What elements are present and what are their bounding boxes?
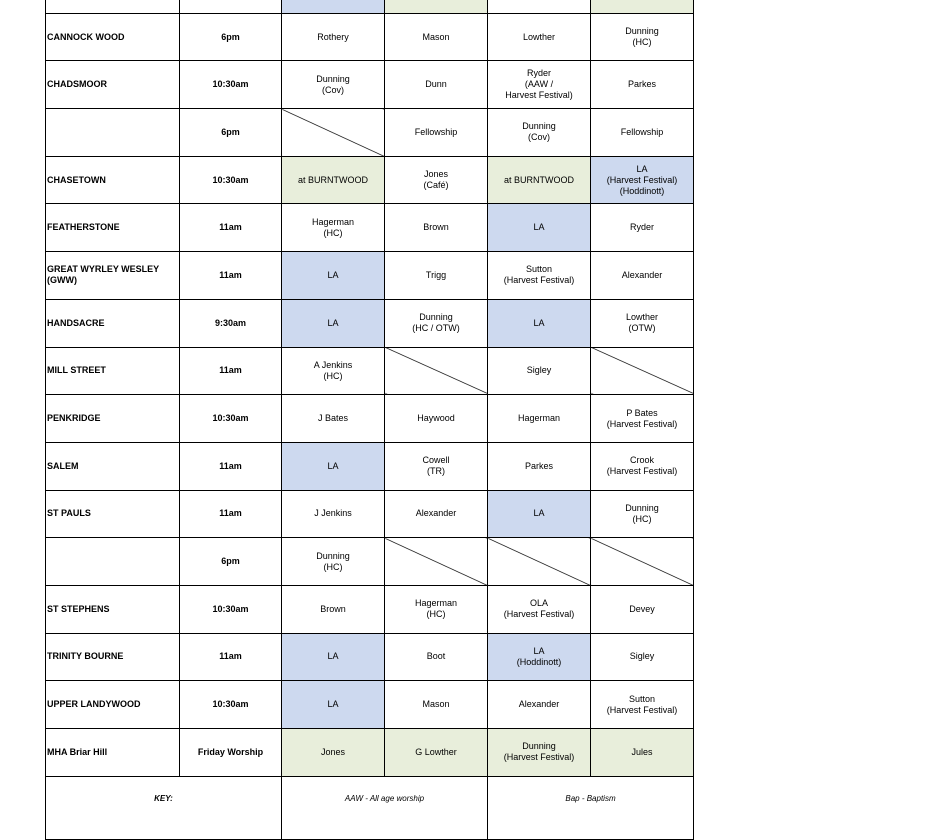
table-row	[46, 61, 694, 109]
preacher-cell: Hagerman (HC)	[385, 585, 488, 633]
preacher-cell: J Bates	[282, 395, 385, 443]
service-time: Friday Worship	[180, 729, 282, 777]
preacher-cell: Dunning (HC / OTW)	[385, 299, 488, 347]
table-row	[46, 729, 694, 777]
preacher-cell: at BURNTWOOD	[282, 156, 385, 204]
preacher-cell: Sigley	[591, 633, 694, 681]
church-name	[46, 109, 180, 157]
no-service-cell	[282, 109, 385, 157]
service-time: 10:30am	[180, 681, 282, 729]
preacher-cell: Dunning (HC)	[591, 13, 694, 61]
church-name: FEATHERSTONE	[46, 204, 180, 252]
service-time: 6pm	[180, 13, 282, 61]
church-name: UPPER LANDYWOOD	[46, 681, 180, 729]
preacher-cell: Jones (Café)	[385, 156, 488, 204]
preacher-cell: Dunning (Harvest Festival)	[488, 729, 591, 777]
key-row	[46, 776, 694, 840]
church-name: CHASETOWN	[46, 156, 180, 204]
key-baptism: Bap - Baptism	[488, 776, 694, 840]
plan-rows	[46, 0, 694, 776]
service-time: 11am	[180, 633, 282, 681]
preacher-cell: Ryder	[591, 204, 694, 252]
preacher-cell: Parkes	[591, 61, 694, 109]
service-time: 10:30am	[180, 156, 282, 204]
table-row	[46, 490, 694, 538]
preacher-cell: LA	[282, 252, 385, 300]
church-name: CANNOCK WOOD	[46, 13, 180, 61]
church-name: MHA Briar Hill	[46, 729, 180, 777]
table-row	[46, 252, 694, 300]
church-name: ST STEPHENS	[46, 585, 180, 633]
service-time: 11am	[180, 490, 282, 538]
service-time: 6pm	[180, 109, 282, 157]
preacher-cell: Hagerman (HC)	[282, 204, 385, 252]
preacher-cell: Dunning (HC)	[282, 538, 385, 586]
preacher-cell: A Jenkins (HC)	[282, 347, 385, 395]
no-service-cell	[591, 347, 694, 395]
table-row	[46, 442, 694, 490]
service-time: 6pm	[180, 538, 282, 586]
preacher-cell: Jules	[591, 729, 694, 777]
preacher-cell: Sigley	[488, 347, 591, 395]
preacher-cell: Dunning (Cov)	[282, 61, 385, 109]
table-row	[46, 13, 694, 61]
preacher-cell: Fellowship	[591, 109, 694, 157]
preacher-cell: Brown	[385, 204, 488, 252]
preacher-cell: Sutton (Harvest Festival)	[488, 252, 591, 300]
preaching-plan-table	[45, 0, 694, 840]
table-row	[46, 156, 694, 204]
preacher-cell: Sutton (Harvest Festival)	[591, 681, 694, 729]
table-row	[46, 681, 694, 729]
preacher-cell	[591, 0, 694, 13]
preacher-cell: Dunning (HC)	[591, 490, 694, 538]
preacher-cell: LA	[282, 442, 385, 490]
table-row	[46, 585, 694, 633]
church-name	[46, 0, 180, 13]
preacher-cell: LA (Harvest Festival) (Hoddinott)	[591, 156, 694, 204]
preacher-cell: LA	[282, 633, 385, 681]
church-name: ST PAULS	[46, 490, 180, 538]
church-name: HANDSACRE	[46, 299, 180, 347]
preacher-cell	[488, 0, 591, 13]
church-name: SALEM	[46, 442, 180, 490]
no-service-cell	[488, 538, 591, 586]
key-section	[46, 776, 694, 840]
preacher-cell: LA	[488, 299, 591, 347]
preacher-cell: Lowther	[488, 13, 591, 61]
service-time: 11am	[180, 347, 282, 395]
church-name: TRINITY BOURNE	[46, 633, 180, 681]
preacher-cell: LA	[282, 299, 385, 347]
table-row	[46, 299, 694, 347]
church-name: MILL STREET	[46, 347, 180, 395]
table-row	[46, 395, 694, 443]
service-time: 11am	[180, 252, 282, 300]
table-row	[46, 109, 694, 157]
preacher-cell: Cowell (TR)	[385, 442, 488, 490]
preacher-cell: LA (Hoddinott)	[488, 633, 591, 681]
service-time: 10:30am	[180, 395, 282, 443]
preacher-cell: LA	[488, 204, 591, 252]
service-time: 11am	[180, 204, 282, 252]
preacher-cell: LA	[488, 490, 591, 538]
preacher-cell: at BURNTWOOD	[488, 156, 591, 204]
preacher-cell: Dunning (Cov)	[488, 109, 591, 157]
preacher-cell: Mason	[385, 681, 488, 729]
preacher-cell: Hagerman	[488, 395, 591, 443]
church-name	[46, 538, 180, 586]
preacher-cell: LA	[282, 681, 385, 729]
preacher-cell: P Bates (Harvest Festival)	[591, 395, 694, 443]
church-name: PENKRIDGE	[46, 395, 180, 443]
service-time	[180, 0, 282, 13]
preacher-cell: Ryder (AAW / Harvest Festival)	[488, 61, 591, 109]
preacher-cell: Brown	[282, 585, 385, 633]
table-row	[46, 0, 694, 13]
preacher-cell: Jones	[282, 729, 385, 777]
preacher-cell: Crook (Harvest Festival)	[591, 442, 694, 490]
preacher-cell: OLA (Harvest Festival)	[488, 585, 591, 633]
church-name: GREAT WYRLEY WESLEY (GWW)	[46, 252, 180, 300]
table-row	[46, 347, 694, 395]
no-service-cell	[385, 347, 488, 395]
service-time: 10:30am	[180, 61, 282, 109]
preacher-cell	[385, 0, 488, 13]
preacher-cell: Lowther (OTW)	[591, 299, 694, 347]
service-time: 10:30am	[180, 585, 282, 633]
preacher-cell: Haywood	[385, 395, 488, 443]
church-name: CHADSMOOR	[46, 61, 180, 109]
preacher-cell: Alexander	[385, 490, 488, 538]
preacher-cell: Dunn	[385, 61, 488, 109]
preacher-cell: Alexander	[488, 681, 591, 729]
preacher-cell: Boot	[385, 633, 488, 681]
preacher-cell: Mason	[385, 13, 488, 61]
service-time: 9:30am	[180, 299, 282, 347]
key-aaw: AAW - All age worship	[282, 776, 488, 840]
no-service-cell	[385, 538, 488, 586]
preacher-cell: G Lowther	[385, 729, 488, 777]
no-service-cell	[591, 538, 694, 586]
preacher-cell: Rothery	[282, 13, 385, 61]
table-row	[46, 204, 694, 252]
preacher-cell: Trigg	[385, 252, 488, 300]
preacher-cell	[282, 0, 385, 13]
preacher-cell: J Jenkins	[282, 490, 385, 538]
preacher-cell: Fellowship	[385, 109, 488, 157]
preacher-cell: Devey	[591, 585, 694, 633]
table-row	[46, 633, 694, 681]
service-time: 11am	[180, 442, 282, 490]
key-label: KEY:	[46, 776, 282, 840]
preacher-cell: Parkes	[488, 442, 591, 490]
preacher-cell: Alexander	[591, 252, 694, 300]
table-row	[46, 538, 694, 586]
